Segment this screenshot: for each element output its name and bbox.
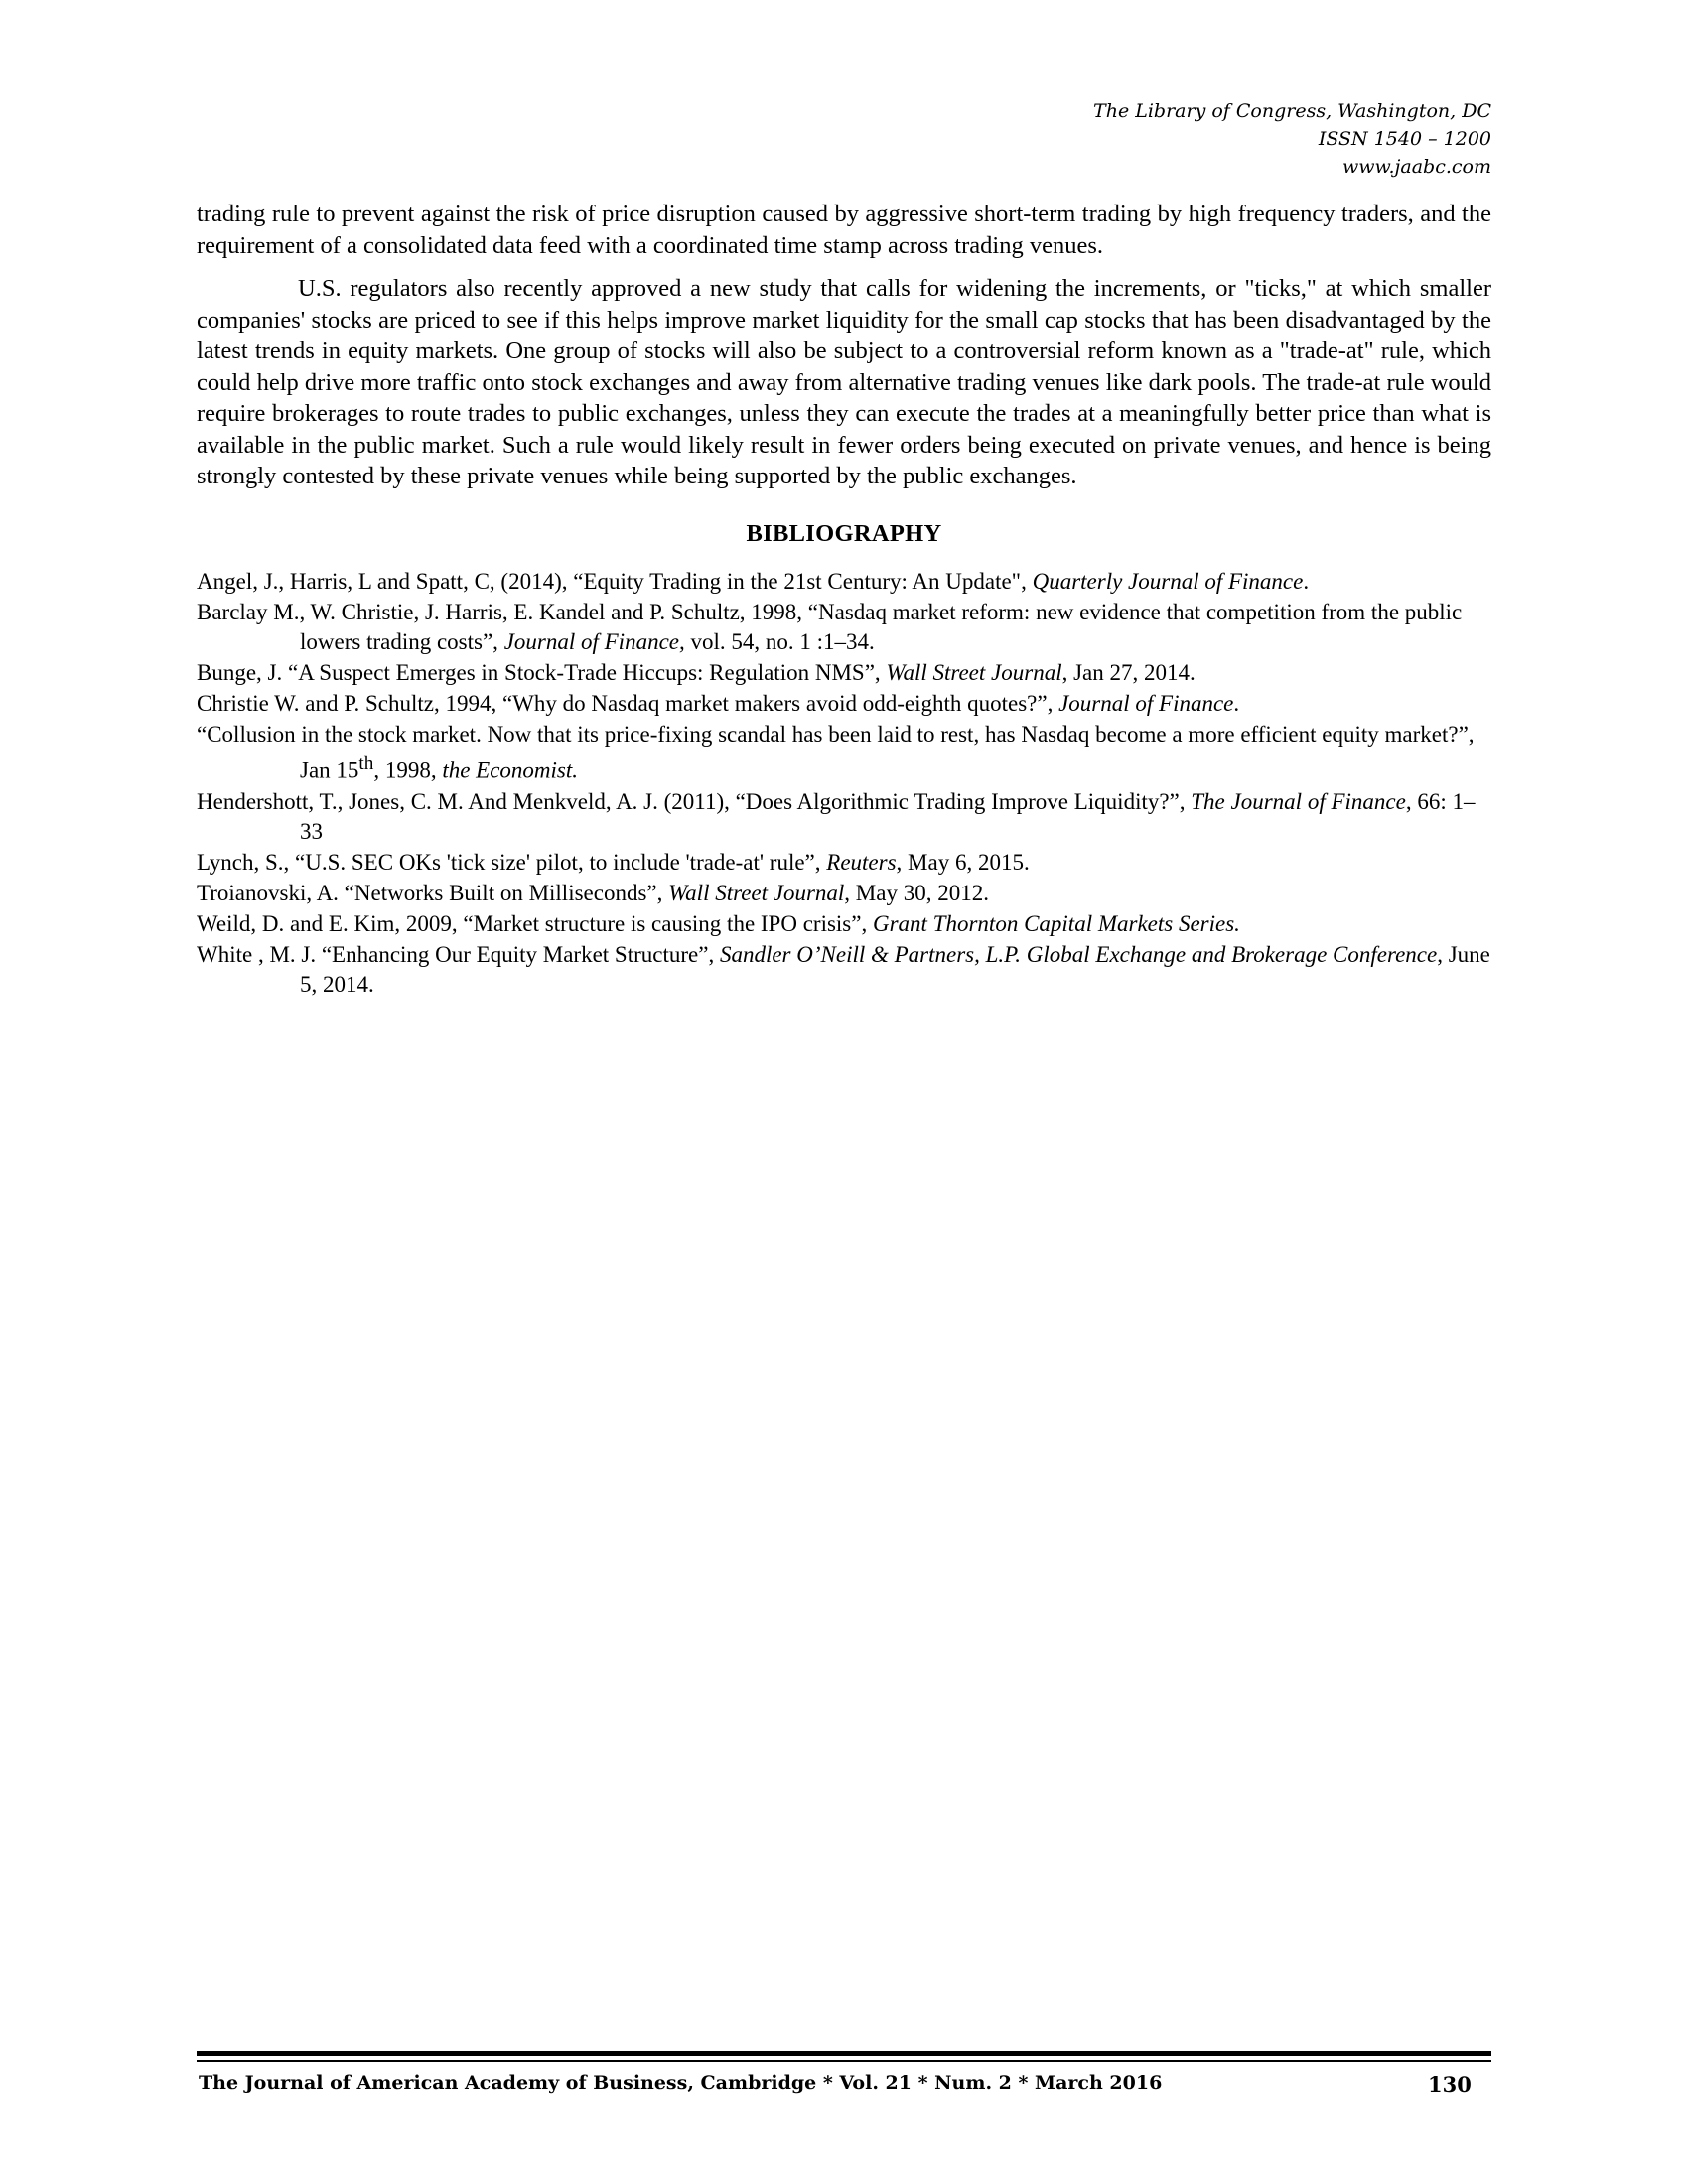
header-line-issn: ISSN 1540 – 1200 bbox=[1318, 128, 1491, 150]
bib-entry-2: Barclay M., W. Christie, J. Harris, E. Kandel and P. Schultz, 1998, “Nasdaq market reform: new evidence that competition from the public lowers trading costs”, Journal of Finance, vol. 54, no. 1 :1–34. bbox=[197, 600, 1463, 654]
bib-entry-7: Lynch, S., “U.S. SEC OKs 'tick size' pilot, to include 'trade-at' rule”, Reuters, May 6, 2015. bbox=[197, 849, 1030, 875]
bib-entry-1: Angel, J., Harris, L and Spatt, C, (2014), “Equity Trading in the 21st Century: An Update", Quarterly Journal of Finance. bbox=[197, 569, 1310, 594]
body-paragraph-1: trading rule to prevent against the risk of price disruption caused by aggressive short-term trading by high frequency traders, and the requirement of a consolidated data feed with a coordinated time stamp across trading venues. bbox=[197, 201, 1491, 259]
body-paragraph-2: U.S. regulators also recently approved a new study that calls for widening the increments, or "ticks," at which smaller companies' stocks are priced to see if this helps improve market liquidity for the small cap stocks that has been disadvantaged by the latest trends in equity markets. One group of stocks will also be subject to a controversial reform known as a "trade-at" rule, which could help drive more traffic onto stock exchanges and away from alternative trading venues like dark pools. The trade-at rule would require brokerages to route trades to public exchanges, unless they can execute the trades at a meaningfully better price than what is available in the public market. Such a rule would likely result in fewer orders being executed on private venues, and hence is being strongly contested by these private venues while being supported by the public exchanges. bbox=[197, 275, 1491, 489]
running-header bbox=[995, 97, 1491, 181]
bibliography-list bbox=[197, 567, 1491, 1000]
footer-journal-info: The Journal of American Academy of Business, Cambridge * Vol. 21 * Num. 2 * March 2016 bbox=[199, 2072, 1163, 2094]
bib-entry-6: Hendershott, T., Jones, C. M. And Menkveld, A. J. (2011), “Does Algorithmic Trading Improve Liquidity?”, The Journal of Finance, 66: 1–33 bbox=[197, 788, 1476, 844]
bib-entry-4: Christie W. and P. Schultz, 1994, “Why do Nasdaq market makers avoid odd-eighth quotes?”, Journal of Finance. bbox=[197, 691, 1240, 716]
bib-entry-3: Bunge, J. “A Suspect Emerges in Stock-Trade Hiccups: Regulation NMS”, Wall Street Journal, Jan 27, 2014. bbox=[197, 660, 1196, 685]
bib-entry-8: Troianovski, A. “Networks Built on Milliseconds”, Wall Street Journal, May 30, 2012. bbox=[197, 880, 989, 905]
header-line-library: The Library of Congress, Washington, DC bbox=[1093, 100, 1491, 122]
running-footer bbox=[199, 2072, 1489, 2097]
footer-divider-thick bbox=[197, 2051, 1491, 2056]
bibliography-heading: BIBLIOGRAPHY bbox=[746, 519, 942, 547]
footer-divider-thin bbox=[197, 2060, 1491, 2062]
page-content bbox=[197, 199, 1491, 1001]
page-number: 130 bbox=[1428, 2072, 1472, 2097]
bib-entry-9: Weild, D. and E. Kim, 2009, “Market structure is causing the IPO crisis”, Grant Thornton Capital Markets Series. bbox=[197, 910, 1240, 936]
bib-entry-5: “Collusion in the stock market. Now that its price-fixing scandal has been laid to rest, has Nasdaq become a more efficient equity market?”, Jan 15th, 1998, the Economist. bbox=[197, 722, 1475, 783]
bib-entry-10: White , M. J. “Enhancing Our Equity Market Structure”, Sandler O’Neill & Partners, L.P. Global Exchange and Brokerage Conference, June 5, 2014. bbox=[197, 941, 1490, 997]
header-line-website: www.jaabc.com bbox=[1341, 156, 1491, 178]
